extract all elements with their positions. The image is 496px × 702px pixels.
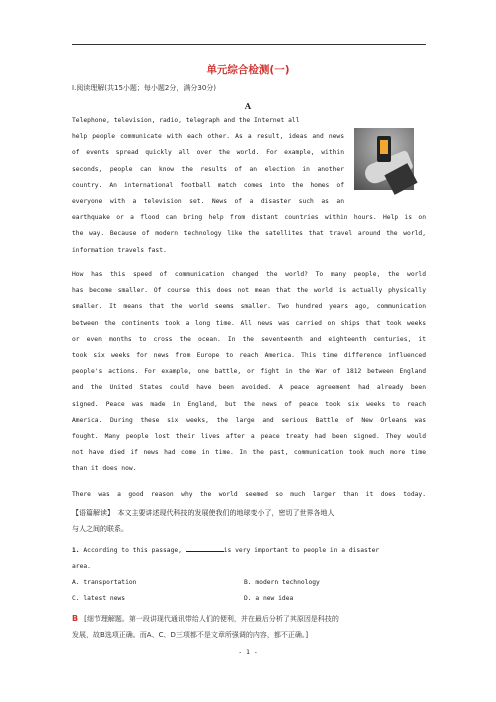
text-line: the way. Because of modern technology like the satellites that travel around the world, xyxy=(72,230,426,238)
question-number: 1. xyxy=(72,547,80,554)
phone-in-hand-photo xyxy=(354,128,414,190)
text-line: There was a good reason why the world seemed so much larger than it does today. xyxy=(72,491,426,498)
text-line: took six weeks for news from Europe to reach America. This time difference influenced xyxy=(72,352,426,360)
text-line: not have died if news had come in time. In the past, communication took much more time xyxy=(72,449,426,457)
text-line: information travels fast. xyxy=(72,246,167,254)
paragraph-3 xyxy=(72,487,426,503)
option-b: B. modern technology xyxy=(244,579,320,586)
text-line: America. During these six weeks, the large and serious Battle of New Orleans was xyxy=(72,416,426,424)
passage-comment xyxy=(72,505,426,537)
question-1 xyxy=(72,543,426,575)
explanation-line: 发展，故B选项正确。而A、C、D三项都不是文章所强调的内容，都不正确。] xyxy=(72,631,309,640)
option-d: D. a new idea xyxy=(244,595,294,602)
text-line: smaller. It means that the world seems smaller. Two hundred years ago, communication xyxy=(72,303,426,311)
page-title: 单元综合检测(一) xyxy=(206,64,290,76)
text-line: seconds, people can know the results of an election in another xyxy=(72,165,344,173)
text-line: between the continents took a long time. All news was carried on ships that took weeks xyxy=(72,319,426,327)
answer-explanation xyxy=(72,608,426,643)
text-line: earthquake or a flood can bring help from distant countries within hours. Help is on xyxy=(72,214,426,222)
text-line: everyone with a television set. News of a disaster such as an xyxy=(72,198,344,206)
answer-letter: B xyxy=(72,614,79,623)
text-line: signed. Peace was made in England, but the news of peace took six weeks to reach xyxy=(72,400,426,408)
text-line: help people communicate with each other. As a result, ideas and news xyxy=(72,133,344,141)
explanation-line: [细节理解题。第一段讲现代通讯带给人们的便利，并在最后分析了其原因是科技的 xyxy=(84,615,339,623)
header-rule xyxy=(72,44,426,45)
text-line: country. An international football match comes into the homes of xyxy=(72,181,344,189)
paragraph-2 xyxy=(72,267,426,478)
comment-line: 【语篇解读】 本文主要讲述现代科技的发展使我们的地球变小了，密切了世界各地人 xyxy=(72,509,335,517)
text-line: fought. Many people lost their lives after a peace treaty had been signed. They would xyxy=(72,433,426,441)
question-stem-start: According to this passage, xyxy=(79,547,186,554)
option-a: A. transportation xyxy=(72,579,137,586)
text-line: than it does now. xyxy=(72,465,137,473)
question-stem xyxy=(72,543,426,559)
section-heading: Ⅰ.阅读理解(共15小题；每小题2分，满分30分) xyxy=(72,84,217,92)
page-number: - 1 - xyxy=(238,648,258,656)
question-stem-line2: area. xyxy=(72,563,91,571)
passage-letter: A xyxy=(244,101,252,111)
text-line: and the United States could have been avoided. A peace agreement had already been xyxy=(72,384,426,392)
text-line: or even months to cross the ocean. In the seventeenth and eighteenth centuries, it xyxy=(72,335,426,343)
option-c: C. latest news xyxy=(72,595,126,602)
text-line: How has this speed of communication changed the world? To many people, the world xyxy=(72,271,426,278)
answer-blank xyxy=(186,544,224,552)
comment-line: 与人之间的联系。 xyxy=(72,525,128,534)
text-line: Telephone, television, radio, telegraph and the Internet all xyxy=(72,117,300,124)
question-stem-end: is very important to people in a disaster xyxy=(223,547,380,554)
text-line: has become smaller. Of course this does not mean that the world is actually physically xyxy=(72,287,426,295)
text-line: of events spread quickly all over the world. For example, within xyxy=(72,149,344,157)
text-line: people's actions. For example, one battle, or fight in the War of 1812 between England xyxy=(72,368,426,376)
